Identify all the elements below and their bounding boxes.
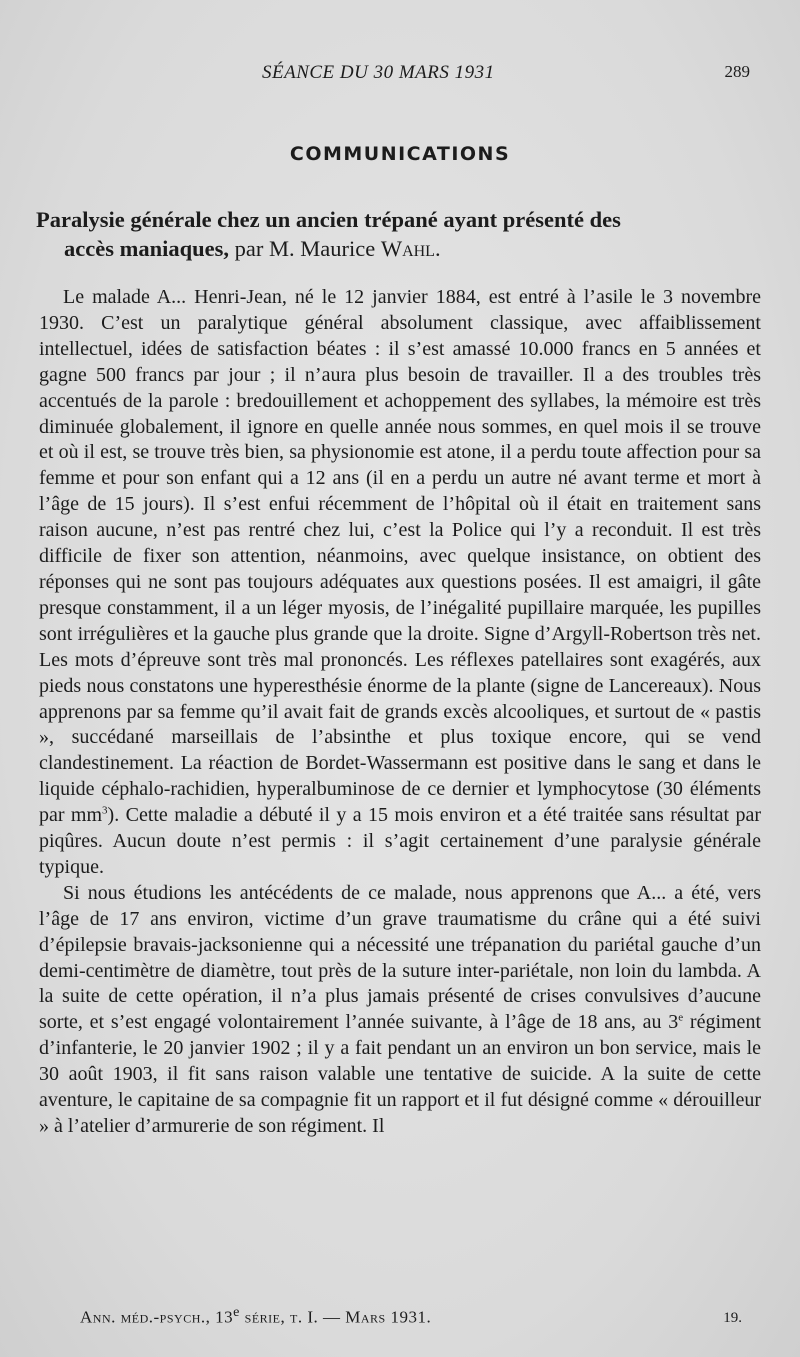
section-heading: COMMUNICATIONS bbox=[289, 143, 511, 165]
author-surname: Wahl. bbox=[380, 236, 441, 261]
page-number: 289 bbox=[724, 62, 750, 81]
paragraph-2-superscript: e bbox=[678, 1011, 684, 1024]
paragraph-2-text-b: régiment d’infanterie, le 20 janvier 1902 ; il y a fait pendant un an environ un bon service, mais le 30 août 1903, il fit sans raison valable une tentative de suicide. A la suite de cette aventure, le capitaine de sa compagnie fit un rapport et il fut désigné comme « dérouilleur » à l’atelier d’armurerie de son régiment. Il bbox=[39, 1011, 761, 1137]
paragraph-1-text-a: Le malade A... Henri-Jean, né le 12 janvier 1884, est entré à l’asile le 3 novembre 1930. C’est un paralytique général absolument classique, avec affaiblissement intellectuel, idées de satisfaction béates : il s’est amassé 10.000 francs en 5 années et gagne 500 francs par jour ; il n’aura plus besoin de travailler. Il a des troubles très accentués de la parole : bredouillement et achoppement des syllabes, la mémoire est très diminuée globalement, il ignore en quelle année nous sommes, en quel mois il se trouve et où il est, se trouve très bien, sa physionomie est atone, il a perdu toute affection pour sa femme et pour son enfant qui a 12 ans (il en a perdu un autre né avant terme et mort à l’âge de 15 jours). Il s’est enfui récemment de l’hôpital où il était en traitement sans raison aucune, n’est pas rentré chez lui, c’est la Police qui l’y a reconduit. Il est très difficile de fixer son attention, néanmoins, avec quelque insistance, on obtient des réponses qui ne sont pas toujours adéquates aux questions posées. Il est amaigri, il gâte presque constamment, il a un léger myosis, de l’inégalité pupillaire marquée, les pupilles sont irrégulières et la gauche plus grande que la droite. Signe d’Argyll-Robertson très net. Les mots d’épreuve sont très mal prononcés. Les réflexes patellaires sont exagérés, aux pieds nous constatons une hyperesthésie énorme de la plante (signe de Lancereaux). Nous apprenons par sa femme qu’il avait fait de grands excès alcooliques, et surtout de « pastis », succédané marseillais de l’absinthe et plus toxique encore, qui se vend clandestinement. La réaction de Bordet-Wassermann est positive dans le sang et dans le liquide céphalo-rachidien, hyperalbuminose de ce dernier et lymphocytose (30 éléments par mm bbox=[39, 286, 761, 827]
byline-prefix: par M. Maurice bbox=[234, 236, 376, 261]
running-title: SÉANCE DU 30 MARS 1931 bbox=[262, 62, 495, 83]
byline bbox=[235, 236, 441, 261]
article-title bbox=[36, 205, 768, 263]
paragraph-1-superscript: 3 bbox=[102, 804, 108, 817]
paragraph-2-text-a: Si nous étudions les antécédents de ce malade, nous apprenons que A... a été, vers l’âge de 17 ans environ, victime d’un grave traumatisme du crâne qui a été suivi d’épilepsie bravais-jacksonienne qui a nécessité une trépanation du pariétal gauche d’un demi-centimètre de diamètre, tout près de la suture inter-pariétale, non loin du lambda. A la suite de cette opération, il n’a plus jamais présenté de crises convulsives d’aucune sorte, et s’est engagé volontairement l’année suivante, à l’âge de 18 ans, au 3 bbox=[39, 881, 761, 1034]
article-body bbox=[39, 285, 761, 1140]
page-footer bbox=[0, 1304, 800, 1328]
title-line-2-text: accès maniaques, bbox=[64, 236, 229, 261]
running-header bbox=[0, 62, 800, 86]
title-line-1: Paralysie générale chez un ancien trépané ayant présenté des bbox=[36, 207, 621, 232]
title-line-2 bbox=[36, 234, 768, 263]
series-rest: série, t. I. — Mars 1931. bbox=[244, 1307, 432, 1327]
series-number: 13 bbox=[215, 1307, 234, 1327]
journal-reference bbox=[80, 1304, 431, 1328]
paragraph-2 bbox=[39, 881, 761, 1140]
paragraph-1-text-b: ). Cette maladie a débuté il y a 15 mois environ et a été traitée sans résultat par piqûres. Aucun doute n’est permis : il s’agit certainement d’une paralysie générale typique. bbox=[39, 804, 761, 878]
paragraph-1 bbox=[39, 285, 761, 881]
signature-mark: 19. bbox=[723, 1310, 742, 1326]
series-superscript: e bbox=[233, 1304, 240, 1320]
journal-abbrev: Ann. méd.-psych., bbox=[80, 1307, 211, 1327]
